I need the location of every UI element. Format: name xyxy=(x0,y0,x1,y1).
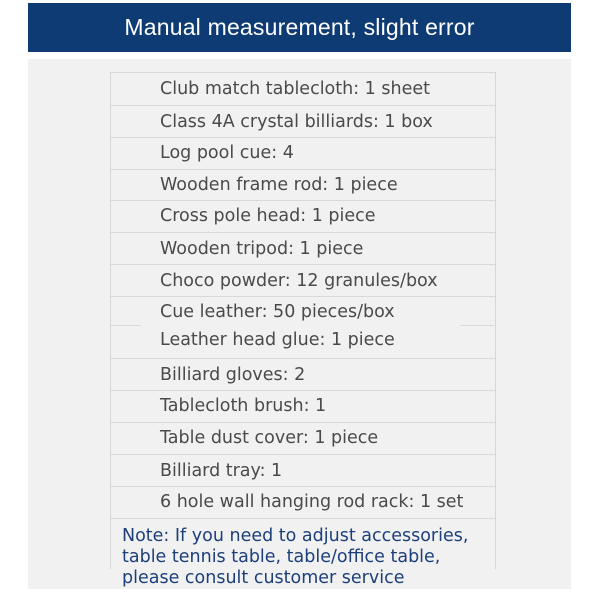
list-item xyxy=(111,390,495,422)
list-item-label: Billiard gloves: 2 xyxy=(160,365,306,385)
list-item xyxy=(111,326,495,358)
list-item xyxy=(111,137,495,169)
list-item xyxy=(111,264,495,296)
accessory-list xyxy=(110,72,496,518)
list-item xyxy=(111,105,495,137)
list-item-label: Class 4A crystal billiards: 1 box xyxy=(160,112,433,132)
list-item xyxy=(111,200,495,232)
list-item-label: Billiard tray: 1 xyxy=(160,461,283,481)
list-item xyxy=(111,169,495,200)
list-item xyxy=(111,454,495,486)
list-item-label: Table dust cover: 1 piece xyxy=(160,428,379,448)
list-item xyxy=(111,232,495,264)
list-item xyxy=(111,72,495,105)
note-text xyxy=(122,526,522,589)
list-item-label: Leather head glue: 1 piece xyxy=(160,330,395,350)
list-item xyxy=(111,486,495,518)
list-item xyxy=(111,296,495,326)
note-line: table tennis table, table/office table, xyxy=(122,547,441,567)
list-item-label: Wooden tripod: 1 piece xyxy=(160,239,364,259)
list-item-label: Wooden frame rod: 1 piece xyxy=(160,175,398,195)
list-item-label: Club match tablecloth: 1 sheet xyxy=(160,79,430,99)
list-item-label: Log pool cue: 4 xyxy=(160,143,294,163)
list-item xyxy=(111,422,495,454)
list-item-label: Cue leather: 50 pieces/box xyxy=(160,302,395,322)
note-line: please consult customer service xyxy=(122,568,405,588)
list-item xyxy=(111,358,495,390)
list-item-label: Choco powder: 12 granules/box xyxy=(160,271,438,291)
list-item-label: 6 hole wall hanging rod rack: 1 set xyxy=(160,492,464,512)
row-divider-left xyxy=(111,325,141,326)
header-banner xyxy=(28,3,571,52)
note-line: Note: If you need to adjust accessories, xyxy=(122,526,469,546)
list-item-label: Cross pole head: 1 piece xyxy=(160,206,376,226)
row-divider-right xyxy=(460,325,494,326)
list-item-label: Tablecloth brush: 1 xyxy=(160,396,327,416)
page-title: Manual measurement, slight error xyxy=(124,14,475,40)
